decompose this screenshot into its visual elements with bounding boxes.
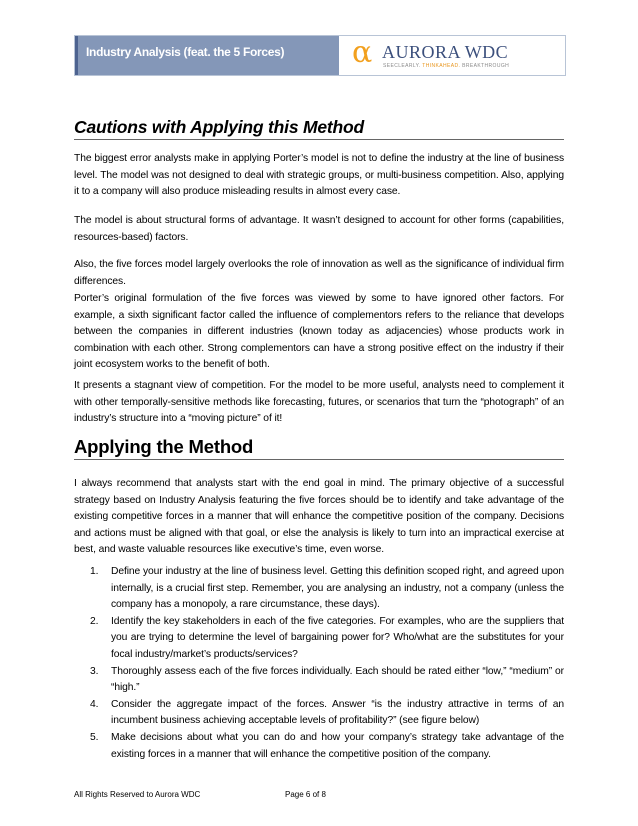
logo-tagline-part: SEECLEARLY.: [383, 63, 421, 69]
footer-rights: All Rights Reserved to Aurora WDC: [74, 790, 201, 799]
paragraph: Also, the five forces model largely overlooks the role of innovation as well as the significance of individual firm differences.: [74, 259, 564, 287]
list-item-text: Identify the key stakeholders in each of the five categories. For examples, who are the suppliers that you are trying to determine the level of bargaining power for? Who/what are the substitutes for your focal industry/market’s products/services?: [111, 615, 564, 660]
list-item-number: 5.: [90, 731, 99, 743]
aurora-wdc-logo: [350, 35, 565, 74]
paragraph: It presents a stagnant view of competition. For the model to be more useful, analysts need to complement it with other temporally-sensitive methods like forecasting, futures, or scenarios that turn the “photograph” of an industry’s structure into a “moving picture” of it!: [74, 380, 564, 425]
list-item-number: 2.: [90, 615, 99, 627]
section-heading-applying: Applying the Method: [74, 436, 564, 460]
list-item: [74, 697, 564, 730]
list-item-text: Make decisions about what you can do and how your company’s strategy take advantage of the existing forces in a manner that will enhance the competitive position of the company.: [111, 731, 564, 760]
list-item: [74, 664, 564, 697]
paragraph: I always recommend that analysts start with the end goal in mind. The primary objective of a successful strategy based on Industry Analysis featuring the five forces should be to identify and take advantage of the existing competitive forces in a manner that will enhance the competitive position of the company. Decisions and actions must be aligned with that goal, or else the analysis is likely to turn into an impractical exercise at best, and waste valuable resources like executive’s time, even worse.: [74, 478, 564, 556]
list-item-text: Define your industry at the line of business level. Getting this definition scoped right, and agreed upon internally, is a crucial first step. Remember, you are analysing an industry, not a company (unless the company has a monopoly, a rare circumstance, these days).: [111, 566, 564, 611]
section-heading-cautions: Cautions with Applying this Method: [74, 116, 564, 140]
logo-alpha-symbol: α: [352, 35, 373, 70]
logo-wordmark: AURORA WDC: [382, 42, 509, 62]
footer-page-number: Page 6 of 8: [285, 790, 326, 799]
logo-tagline-part: BREAKTHROUGH: [462, 63, 510, 69]
list-item: [74, 730, 564, 763]
page-header: [74, 35, 566, 76]
paragraph: The biggest error analysts make in applying Porter’s model is not to define the industry at the line of business level. The model was not designed to deal with strategic groups, or multi-business competition. Also, applying it to a company will also produce misleading results in almost every case.: [74, 153, 564, 198]
paragraph: Porter’s original formulation of the five forces was viewed by some to have ignored other factors. For example, a sixth significant factor called the influence of complementors refers to the reliance that develops between the companies in different industries (known today as adjacencies) whose products work in combination with each other. Strong complementors can have a strong positive effect on the industry if their joint ecosystem works to the benefit of both.: [74, 293, 564, 371]
list-item-number: 1.: [90, 566, 99, 577]
list-item-text: Thoroughly assess each of the five forces individually. Each should be rated either “low,” “medium” or “high.”: [111, 665, 564, 694]
steps-list: [74, 564, 564, 763]
paragraph: The model is about structural forms of advantage. It wasn’t designed to account for other forms (capabilities, resources-based) factors.: [74, 215, 564, 243]
list-item-number: 4.: [90, 698, 99, 710]
list-item: [74, 614, 564, 664]
logo-tagline-part: THINKAHEAD.: [422, 63, 461, 69]
header-title-box: [75, 36, 339, 75]
header-title: Industry Analysis (feat. the 5 Forces): [86, 45, 285, 59]
list-item-number: 3.: [90, 665, 99, 677]
logo-tagline: [383, 63, 509, 69]
list-item-text: Consider the aggregate impact of the forces. Answer “is the industry attractive in terms of an incumbent business achieving acceptable levels of profitability?” (see figure below): [111, 698, 564, 727]
list-item: [74, 564, 564, 614]
